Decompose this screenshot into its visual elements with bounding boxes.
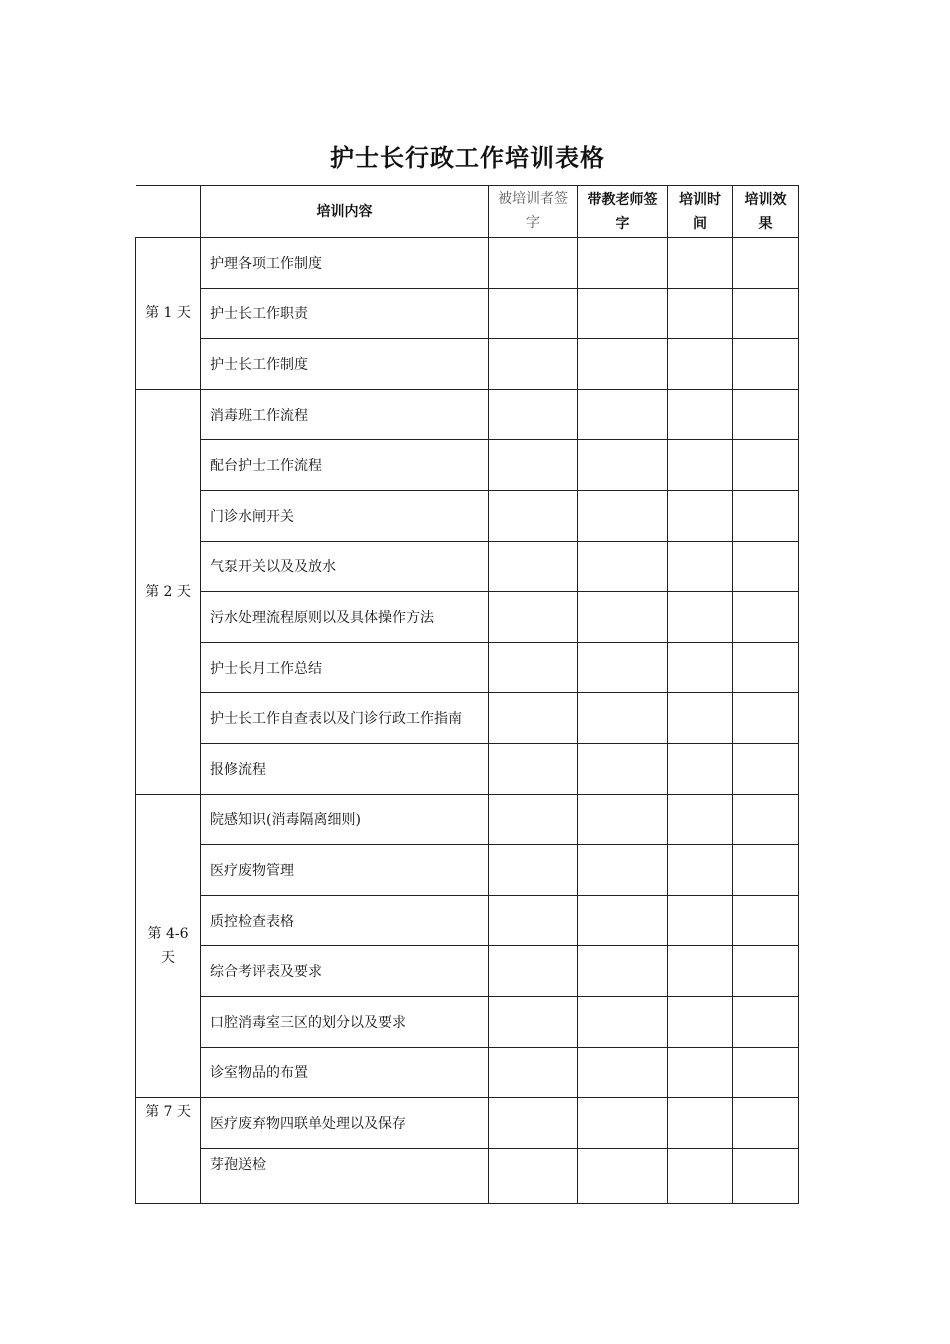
table-row (136, 490, 799, 541)
table-row (136, 288, 799, 339)
effect-cell[interactable] (733, 490, 799, 541)
training-item: 综合考评表及要求 (201, 946, 489, 997)
trainee-sign-cell[interactable] (489, 288, 578, 339)
header-effect-line2: 果 (758, 215, 773, 232)
table-row (136, 642, 799, 693)
day-label: 第 2 天 (136, 389, 201, 794)
time-cell[interactable] (668, 693, 733, 744)
teacher-sign-cell[interactable] (578, 743, 668, 794)
day-label-line2: 天 (161, 949, 175, 966)
effect-cell[interactable] (733, 541, 799, 592)
teacher-sign-cell[interactable] (578, 642, 668, 693)
teacher-sign-cell[interactable] (578, 288, 668, 339)
time-cell[interactable] (668, 996, 733, 1047)
header-day-cell (136, 186, 201, 238)
effect-cell[interactable] (733, 592, 799, 643)
training-item: 护士长工作制度 (201, 339, 489, 390)
header-teacher-sign-line1: 带教老师签 (587, 191, 658, 208)
trainee-sign-cell[interactable] (489, 1047, 578, 1098)
trainee-sign-cell[interactable] (489, 946, 578, 997)
trainee-sign-cell[interactable] (489, 693, 578, 744)
training-item: 医疗废弃物四联单处理以及保存 (201, 1098, 489, 1149)
teacher-sign-cell[interactable] (578, 339, 668, 390)
time-cell[interactable] (668, 946, 733, 997)
teacher-sign-cell[interactable] (578, 490, 668, 541)
trainee-sign-cell[interactable] (489, 592, 578, 643)
time-cell[interactable] (668, 440, 733, 491)
teacher-sign-cell[interactable] (578, 440, 668, 491)
teacher-sign-cell[interactable] (578, 693, 668, 744)
table-row (136, 592, 799, 643)
teacher-sign-cell[interactable] (578, 996, 668, 1047)
day-label (136, 794, 201, 1098)
training-item: 护士长工作职责 (201, 288, 489, 339)
teacher-sign-cell[interactable] (578, 389, 668, 440)
table-row (136, 794, 799, 845)
trainee-sign-cell[interactable] (489, 1148, 578, 1204)
teacher-sign-cell[interactable] (578, 592, 668, 643)
trainee-sign-cell[interactable] (489, 389, 578, 440)
training-item: 配台护士工作流程 (201, 440, 489, 491)
time-cell[interactable] (668, 339, 733, 390)
trainee-sign-cell[interactable] (489, 743, 578, 794)
header-trainee-sign-line1: 被培训者签 (498, 191, 568, 207)
training-item: 污水处理流程原则以及具体操作方法 (201, 592, 489, 643)
header-effect (733, 186, 799, 238)
effect-cell[interactable] (733, 743, 799, 794)
header-trainee-sign (489, 186, 578, 238)
effect-cell[interactable] (733, 946, 799, 997)
table-row (136, 238, 799, 289)
table-row (136, 339, 799, 390)
teacher-sign-cell[interactable] (578, 1098, 668, 1149)
time-cell[interactable] (668, 794, 733, 845)
effect-cell[interactable] (733, 895, 799, 946)
effect-cell[interactable] (733, 1098, 799, 1149)
time-cell[interactable] (668, 592, 733, 643)
table-row (136, 845, 799, 896)
teacher-sign-cell[interactable] (578, 946, 668, 997)
training-item: 消毒班工作流程 (201, 389, 489, 440)
table-row (136, 440, 799, 491)
effect-cell[interactable] (733, 642, 799, 693)
trainee-sign-cell[interactable] (489, 339, 578, 390)
training-item: 质控检查表格 (201, 895, 489, 946)
trainee-sign-cell[interactable] (489, 490, 578, 541)
header-effect-line1: 培训效 (744, 191, 787, 208)
time-cell[interactable] (668, 743, 733, 794)
training-table (135, 185, 799, 1204)
time-cell[interactable] (668, 288, 733, 339)
header-time-line1: 培训时 (679, 191, 721, 208)
day-label: 第 1 天 (136, 238, 201, 390)
teacher-sign-cell[interactable] (578, 1047, 668, 1098)
training-item: 芽孢送检 (201, 1148, 489, 1204)
table-row (136, 693, 799, 744)
training-item: 诊室物品的布置 (201, 1047, 489, 1098)
trainee-sign-cell[interactable] (489, 440, 578, 491)
time-cell[interactable] (668, 389, 733, 440)
effect-cell[interactable] (733, 794, 799, 845)
table-row (136, 946, 799, 997)
effect-cell[interactable] (733, 996, 799, 1047)
training-item: 报修流程 (201, 743, 489, 794)
table-row (136, 1148, 799, 1204)
day-label: 第 7 天 (136, 1098, 201, 1204)
time-cell[interactable] (668, 895, 733, 946)
table-row (136, 389, 799, 440)
effect-cell[interactable] (733, 440, 799, 491)
trainee-sign-cell[interactable] (489, 895, 578, 946)
trainee-sign-cell[interactable] (489, 794, 578, 845)
teacher-sign-cell[interactable] (578, 794, 668, 845)
training-item: 气泵开关以及及放水 (201, 541, 489, 592)
training-item: 院感知识(消毒隔离细则) (201, 794, 489, 845)
training-item: 口腔消毒室三区的划分以及要求 (201, 996, 489, 1047)
training-item: 门诊水闸开关 (201, 490, 489, 541)
teacher-sign-cell[interactable] (578, 1148, 668, 1204)
training-item: 护士长月工作总结 (201, 642, 489, 693)
teacher-sign-cell[interactable] (578, 895, 668, 946)
time-cell[interactable] (668, 1047, 733, 1098)
teacher-sign-cell[interactable] (578, 541, 668, 592)
table-row (136, 895, 799, 946)
time-cell[interactable] (668, 1148, 733, 1204)
header-content: 培训内容 (201, 186, 489, 238)
time-cell[interactable] (668, 1098, 733, 1149)
header-time (668, 186, 733, 238)
time-cell[interactable] (668, 642, 733, 693)
effect-cell[interactable] (733, 238, 799, 289)
training-item: 护士长工作自查表以及门诊行政工作指南 (201, 693, 489, 744)
effect-cell[interactable] (733, 693, 799, 744)
trainee-sign-cell[interactable] (489, 642, 578, 693)
trainee-sign-cell[interactable] (489, 996, 578, 1047)
table-row (136, 541, 799, 592)
header-teacher-sign (578, 186, 668, 238)
training-item: 护理各项工作制度 (201, 238, 489, 289)
teacher-sign-cell[interactable] (578, 845, 668, 896)
time-cell[interactable] (668, 490, 733, 541)
table-header-row (136, 186, 799, 238)
page-title: 护士长行政工作培训表格 (330, 144, 605, 172)
trainee-sign-cell[interactable] (489, 845, 578, 896)
header-teacher-sign-line2: 字 (615, 215, 630, 232)
header-trainee-sign-line2: 字 (526, 215, 540, 231)
effect-cell[interactable] (733, 288, 799, 339)
table-row (136, 1047, 799, 1098)
effect-cell[interactable] (733, 389, 799, 440)
teacher-sign-cell[interactable] (578, 238, 668, 289)
table-row (136, 1098, 799, 1149)
effect-cell[interactable] (733, 1047, 799, 1098)
effect-cell[interactable] (733, 845, 799, 896)
time-cell[interactable] (668, 238, 733, 289)
time-cell[interactable] (668, 845, 733, 896)
table-row (136, 996, 799, 1047)
header-time-line2: 间 (693, 215, 707, 232)
trainee-sign-cell[interactable] (489, 238, 578, 289)
trainee-sign-cell[interactable] (489, 541, 578, 592)
effect-cell[interactable] (733, 339, 799, 390)
day-label-line1: 第 4-6 (147, 925, 189, 942)
trainee-sign-cell[interactable] (489, 1098, 578, 1149)
training-item: 医疗废物管理 (201, 845, 489, 896)
effect-cell[interactable] (733, 1148, 799, 1204)
table-row (136, 743, 799, 794)
time-cell[interactable] (668, 541, 733, 592)
